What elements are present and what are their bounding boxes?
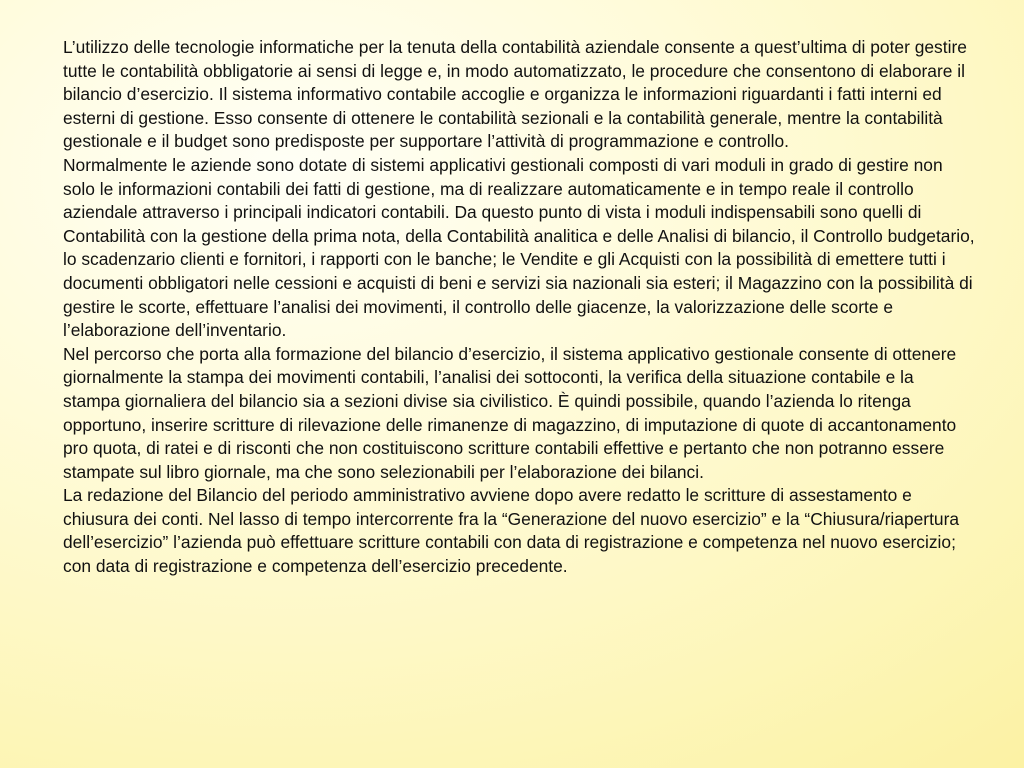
paragraph-management-modules: Normalmente le aziende sono dotate di sistemi applicativi gestionali composti di vari moduli in grado di gestire non solo le informazioni contabili dei fatti di gestione, ma di realizzare automaticamente e in tempo reale il controllo aziendale attraverso i principali indicatori contabili. Da questo punto di vista i moduli indispensabili sono quelli di Contabilità con la gestione della prima nota, della Contabilità analitica e delle Analisi di bilancio, il Controllo budgetario, lo scadenzario clienti e fornitori, i rapporti con le banche; le Vendite e gli Acquisti con la possibilità di emettere tutti i documenti obbligatori nelle cessioni e acquisti di beni e servizi sia nazionali sia esteri; il Magazzino con la possibilità di gestire le scorte, effettuare l’analisi dei movimenti, il controllo delle giacenze, la valorizzazione delle scorte e l’elaborazione dell’inventario. bbox=[63, 154, 975, 341]
slide-body bbox=[63, 36, 975, 579]
paragraph-balance-sheet-process: Nel percorso che porta alla formazione del bilancio d’esercizio, il sistema applicativo gestionale consente di ottenere giornalmente la stampa dei movimenti contabili, l’analisi dei sottoconti, la verifica della situazione contabile e la stampa giornaliera del bilancio sia a sezioni divise sia civilistico. È quindi possibile, quando l’azienda lo ritenga opportuno, inserire scritture di rilevazione delle rimanenze di magazzino, di imputazione di quote di accantonamento pro quota, di ratei e di risconti che non costituiscono scritture contabili effettive e pertanto che non potranno essere stampate sul libro giornale, ma che sono selezionabili per l’elaborazione dei bilanci. bbox=[63, 343, 957, 482]
paragraph-accounting-technology: L’utilizzo delle tecnologie informatiche per la tenuta della contabilità aziendale consente a quest’ultima di poter gestire tutte le contabilità obbligatorie ai sensi di legge e, in modo automatizzato, le procedure che consentono di elaborare il bilancio d’esercizio. Il sistema informativo contabile accoglie e organizza le informazioni riguardanti i fatti interni ed esterni di gestione. Esso consente di ottenere le contabilità sezionali e la contabilità generale, mentre la contabilità gestionale e il budget sono predisposte per supportare l’attività di programmazione e controllo. bbox=[63, 37, 967, 152]
paragraph-fiscal-year-closing: La redazione del Bilancio del periodo amministrativo avviene dopo avere redatto le scritture di assestamento e chiusura dei conti. Nel lasso di tempo intercorrente fra la “Generazione del nuovo esercizio” e la “Chiusura/riapertura dell’esercizio” l’azienda può effettuare scritture contabili con data di registrazione e competenza nel nuovo esercizio; con data di registrazione e competenza dell’esercizio precedente. bbox=[63, 485, 960, 577]
